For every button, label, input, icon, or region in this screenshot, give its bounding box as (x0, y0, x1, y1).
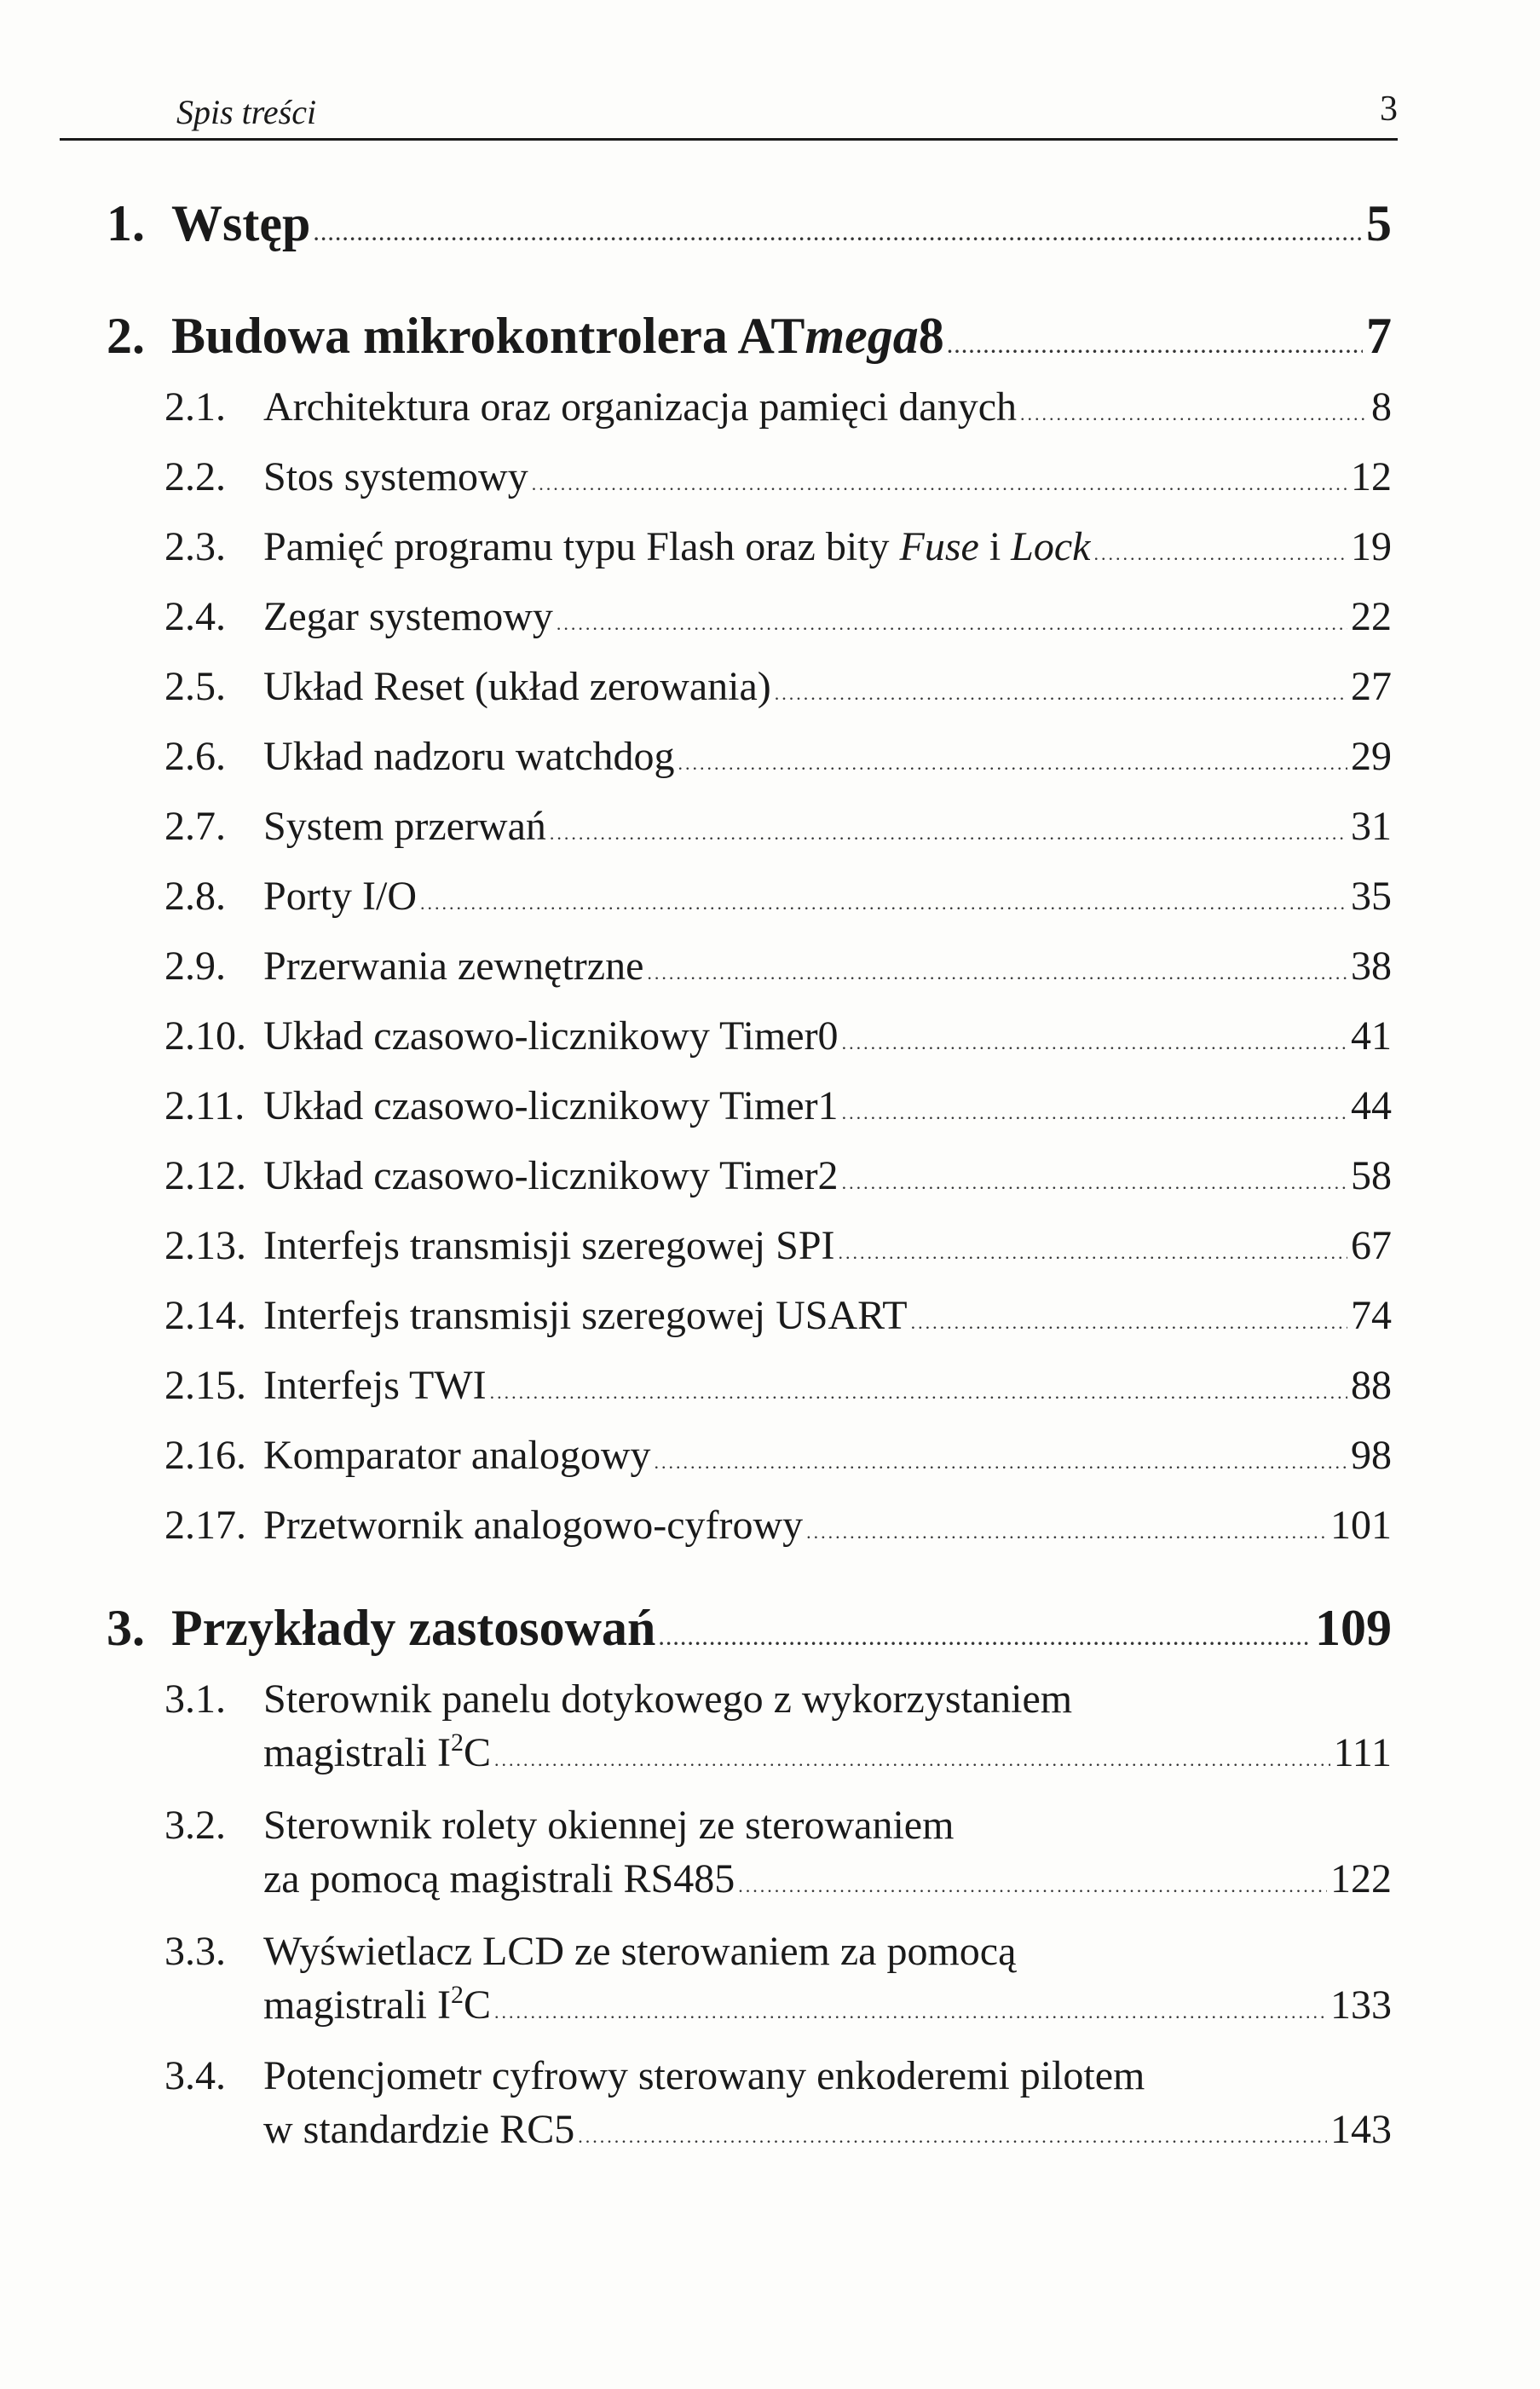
chapter-number: 1. (107, 195, 145, 251)
section-page: 101 (1330, 1503, 1392, 1548)
section-number: 3.1. (164, 1676, 226, 1722)
section-title (263, 523, 1090, 570)
chapter-title-suffix: 8 (918, 308, 944, 364)
section-title-part: C (463, 1982, 491, 2028)
leader-dots (655, 1451, 1347, 1474)
page-number: 3 (1380, 89, 1398, 129)
toc-chapter-2[interactable] (107, 307, 1392, 366)
section-title: Przerwania zewnętrzne (263, 943, 644, 989)
toc-section[interactable] (164, 453, 1392, 500)
section-title-part: Pamięć programu typu Flash oraz bity (263, 524, 900, 569)
leader-dots (494, 1749, 1330, 1771)
section-title-line1: Sterownik rolety okiennej ze sterowaniem (263, 1803, 955, 1848)
toc-chapter-1[interactable] (107, 194, 1392, 253)
section-page: 143 (1330, 2107, 1392, 2152)
section-number: 2.10. (164, 1013, 246, 1059)
section-title-part: magistrali I (263, 1982, 451, 2028)
toc-section[interactable] (164, 1082, 1392, 1129)
chapter-number: 2. (107, 308, 145, 364)
section-title: Układ czasowo-licznikowy Timer1 (263, 1083, 839, 1128)
section-title: Układ czasowo-licznikowy Timer0 (263, 1013, 839, 1059)
section-page: 29 (1351, 734, 1392, 779)
leader-dots (775, 683, 1347, 705)
leader-dots (314, 223, 1363, 245)
section-page: 74 (1351, 1293, 1392, 1338)
leader-dots (578, 2126, 1327, 2148)
chapter-title (171, 307, 944, 366)
section-page: 98 (1351, 1433, 1392, 1478)
section-page: 41 (1351, 1013, 1392, 1059)
section-page: 122 (1330, 1856, 1392, 1901)
section-page: 35 (1351, 874, 1392, 919)
section-page: 8 (1371, 384, 1392, 430)
section-title: Komparator analogowy (263, 1433, 651, 1478)
section-number: 2.2. (164, 454, 226, 499)
toc-section[interactable] (164, 1292, 1392, 1339)
section-title-part: magistrali I (263, 1730, 451, 1775)
section-number: 2.1. (164, 384, 226, 430)
leader-dots (738, 1875, 1327, 1897)
section-title-line1: Sterownik panelu dotykowego z wykorzystaniem (263, 1676, 1073, 1722)
section-number: 3.4. (164, 2053, 226, 2098)
running-title: Spis treści (176, 93, 317, 131)
section-title: Stos systemowy (263, 454, 528, 499)
toc-section[interactable] (164, 593, 1392, 640)
section-page: 67 (1351, 1223, 1392, 1268)
toc-section[interactable] (164, 1502, 1392, 1549)
chapter-title: Przykłady zastosowań (171, 1600, 656, 1656)
section-title-line2: za pomocą magistrali RS485 (263, 1856, 735, 1901)
section-page: 12 (1351, 454, 1392, 499)
section-title-line1: Potencjometr cyfrowy sterowany enkoderemi pilotem (263, 2053, 1145, 2098)
section-title: Interfejs transmisji szeregowej SPI (263, 1223, 835, 1268)
section-page: 19 (1351, 524, 1392, 569)
toc-section[interactable] (164, 1152, 1392, 1199)
chapter-title-italic: mega (805, 308, 919, 364)
section-title: Porty I/O (263, 874, 417, 919)
section-page: 22 (1351, 594, 1392, 639)
section-title-line1: Wyświetlacz LCD ze sterowaniem za pomocą (263, 1929, 1017, 1974)
section-title: Interfejs TWI (263, 1363, 487, 1408)
section-page: 58 (1351, 1153, 1392, 1198)
leader-dots (948, 336, 1363, 358)
section-title: Układ Reset (układ zerowania) (263, 664, 771, 709)
leader-dots (1093, 543, 1347, 565)
section-number: 2.14. (164, 1293, 246, 1338)
toc-section[interactable] (164, 1432, 1392, 1479)
toc-section[interactable] (164, 523, 1392, 570)
section-number: 3.2. (164, 1803, 226, 1848)
leader-dots (842, 1032, 1347, 1054)
leader-dots (842, 1172, 1347, 1194)
section-number: 2.15. (164, 1363, 246, 1408)
section-number: 2.7. (164, 804, 226, 849)
section-title: System przerwań (263, 804, 546, 849)
section-title: Architektura oraz organizacja pamięci danych (263, 384, 1017, 430)
leader-dots (659, 1628, 1312, 1650)
leader-dots (494, 2001, 1327, 2023)
toc-section[interactable] (164, 1222, 1392, 1269)
toc-section[interactable] (164, 2052, 1392, 2153)
leader-dots (490, 1382, 1347, 1404)
leader-dots (678, 753, 1347, 775)
section-number: 2.9. (164, 943, 226, 989)
leader-dots (839, 1242, 1348, 1264)
section-number: 2.8. (164, 874, 226, 919)
superscript: 2 (450, 1981, 464, 2009)
leader-dots (532, 473, 1347, 495)
leader-dots (842, 1102, 1347, 1124)
leader-dots (557, 613, 1347, 635)
section-title: Układ nadzoru watchdog (263, 734, 675, 779)
section-number: 3.3. (164, 1929, 226, 1974)
section-title-line2: w standardzie RC5 (263, 2107, 575, 2152)
superscript: 2 (450, 1728, 464, 1757)
section-page: 38 (1351, 943, 1392, 989)
section-number: 2.4. (164, 594, 226, 639)
section-number: 2.11. (164, 1083, 245, 1128)
section-number: 2.12. (164, 1153, 246, 1198)
section-title-italic: Fuse (899, 524, 979, 569)
section-page: 31 (1351, 804, 1392, 849)
section-number: 2.3. (164, 524, 226, 569)
leader-dots (806, 1521, 1327, 1544)
leader-dots (647, 962, 1347, 984)
section-title-italic: Lock (1011, 524, 1091, 569)
page-header (60, 77, 1398, 141)
section-page: 133 (1330, 1982, 1392, 2028)
section-number: 2.13. (164, 1223, 246, 1268)
section-title: Interfejs transmisji szeregowej USART (263, 1293, 908, 1338)
toc-section[interactable] (164, 873, 1392, 920)
toc-chapter-3[interactable] (107, 1599, 1392, 1658)
chapter-number: 3. (107, 1600, 145, 1656)
leader-dots (550, 822, 1347, 845)
section-page: 111 (1333, 1730, 1392, 1775)
section-title-part: C (463, 1730, 491, 1775)
section-title: Zegar systemowy (263, 594, 553, 639)
toc-section[interactable] (164, 943, 1392, 990)
chapter-page: 7 (1366, 308, 1392, 364)
leader-dots (420, 892, 1347, 915)
chapter-title: Wstęp (171, 195, 311, 251)
section-title-line2 (263, 1982, 491, 2028)
section-page: 27 (1351, 664, 1392, 709)
leader-dots (911, 1312, 1347, 1334)
section-number: 2.17. (164, 1503, 246, 1548)
toc-section[interactable] (164, 1362, 1392, 1409)
section-page: 44 (1351, 1083, 1392, 1128)
section-title: Przetwornik analogowo-cyfrowy (263, 1503, 804, 1548)
toc-section[interactable] (164, 1013, 1392, 1059)
section-page: 88 (1351, 1363, 1392, 1408)
section-title: Układ czasowo-licznikowy Timer2 (263, 1153, 839, 1198)
chapter-title-prefix: Budowa mikrokontrolera AT (171, 308, 805, 364)
toc-section[interactable] (164, 1676, 1392, 1776)
toc-section[interactable] (164, 803, 1392, 850)
chapter-page: 5 (1366, 195, 1392, 251)
leader-dots (1020, 403, 1368, 425)
toc-section[interactable] (164, 733, 1392, 780)
section-number: 2.6. (164, 734, 226, 779)
chapter-page: 109 (1315, 1600, 1392, 1656)
section-title-part: i (978, 524, 1012, 569)
toc-section[interactable] (164, 1928, 1392, 2028)
toc-section[interactable] (164, 1802, 1392, 1902)
section-number: 2.5. (164, 664, 226, 709)
section-title-line2 (263, 1729, 491, 1776)
toc-section[interactable] (164, 663, 1392, 710)
section-number: 2.16. (164, 1433, 246, 1478)
toc-section[interactable] (164, 384, 1392, 430)
